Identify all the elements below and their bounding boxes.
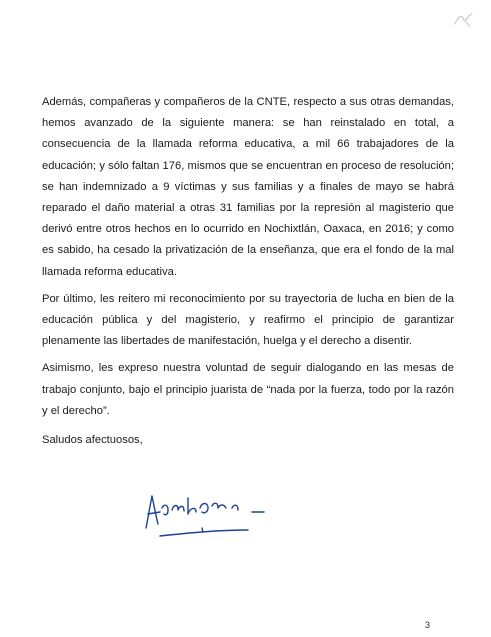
paragraph-demands: Además, compañeras y compañeros de la CNTE, respecto a sus otras demandas, hemos avanzado de la siguiente manera: se han reinstalado en total, a consecuencia de la llamada reforma educativa, a mil 66 trabajadores de la educación; y sólo faltan 176, mismos que se encuentran en proceso de resolución; se han indemnizado a 9 víctimas y sus familias y a finales de mayo se habrá reparado el daño material a otras 31 familias por la represión al magisterio que derivó entre otros hechos en lo ocurrido en Nochixtlán, Oaxaca, en 2016; y como es sabido, ha cesado la privatización de la enseñanza, que era el fondo de la mal llamada reforma educativa. bbox=[42, 96, 454, 278]
letter-body bbox=[42, 92, 454, 457]
closing-salutation: Saludos afectuosos, bbox=[42, 434, 143, 447]
handwritten-signature bbox=[138, 488, 278, 548]
paragraph-recognition: Por último, les reitero mi reconocimiento por su trayectoria de lucha en bien de la educación pública y del magisterio, y reafirmo el principio de garantizar plenamente las libertades de manifestación, huelga y el derecho a disentir. bbox=[42, 292, 454, 348]
corner-scribble-mark bbox=[452, 10, 476, 30]
paragraph-dialogue: Asimismo, les expreso nuestra voluntad de seguir dialogando en las mesas de trabajo conjunto, bajo el principio juarista de “nada por la fuerza, todo por la razón y el derecho”. bbox=[42, 362, 454, 417]
page-number: 3 bbox=[425, 620, 431, 630]
